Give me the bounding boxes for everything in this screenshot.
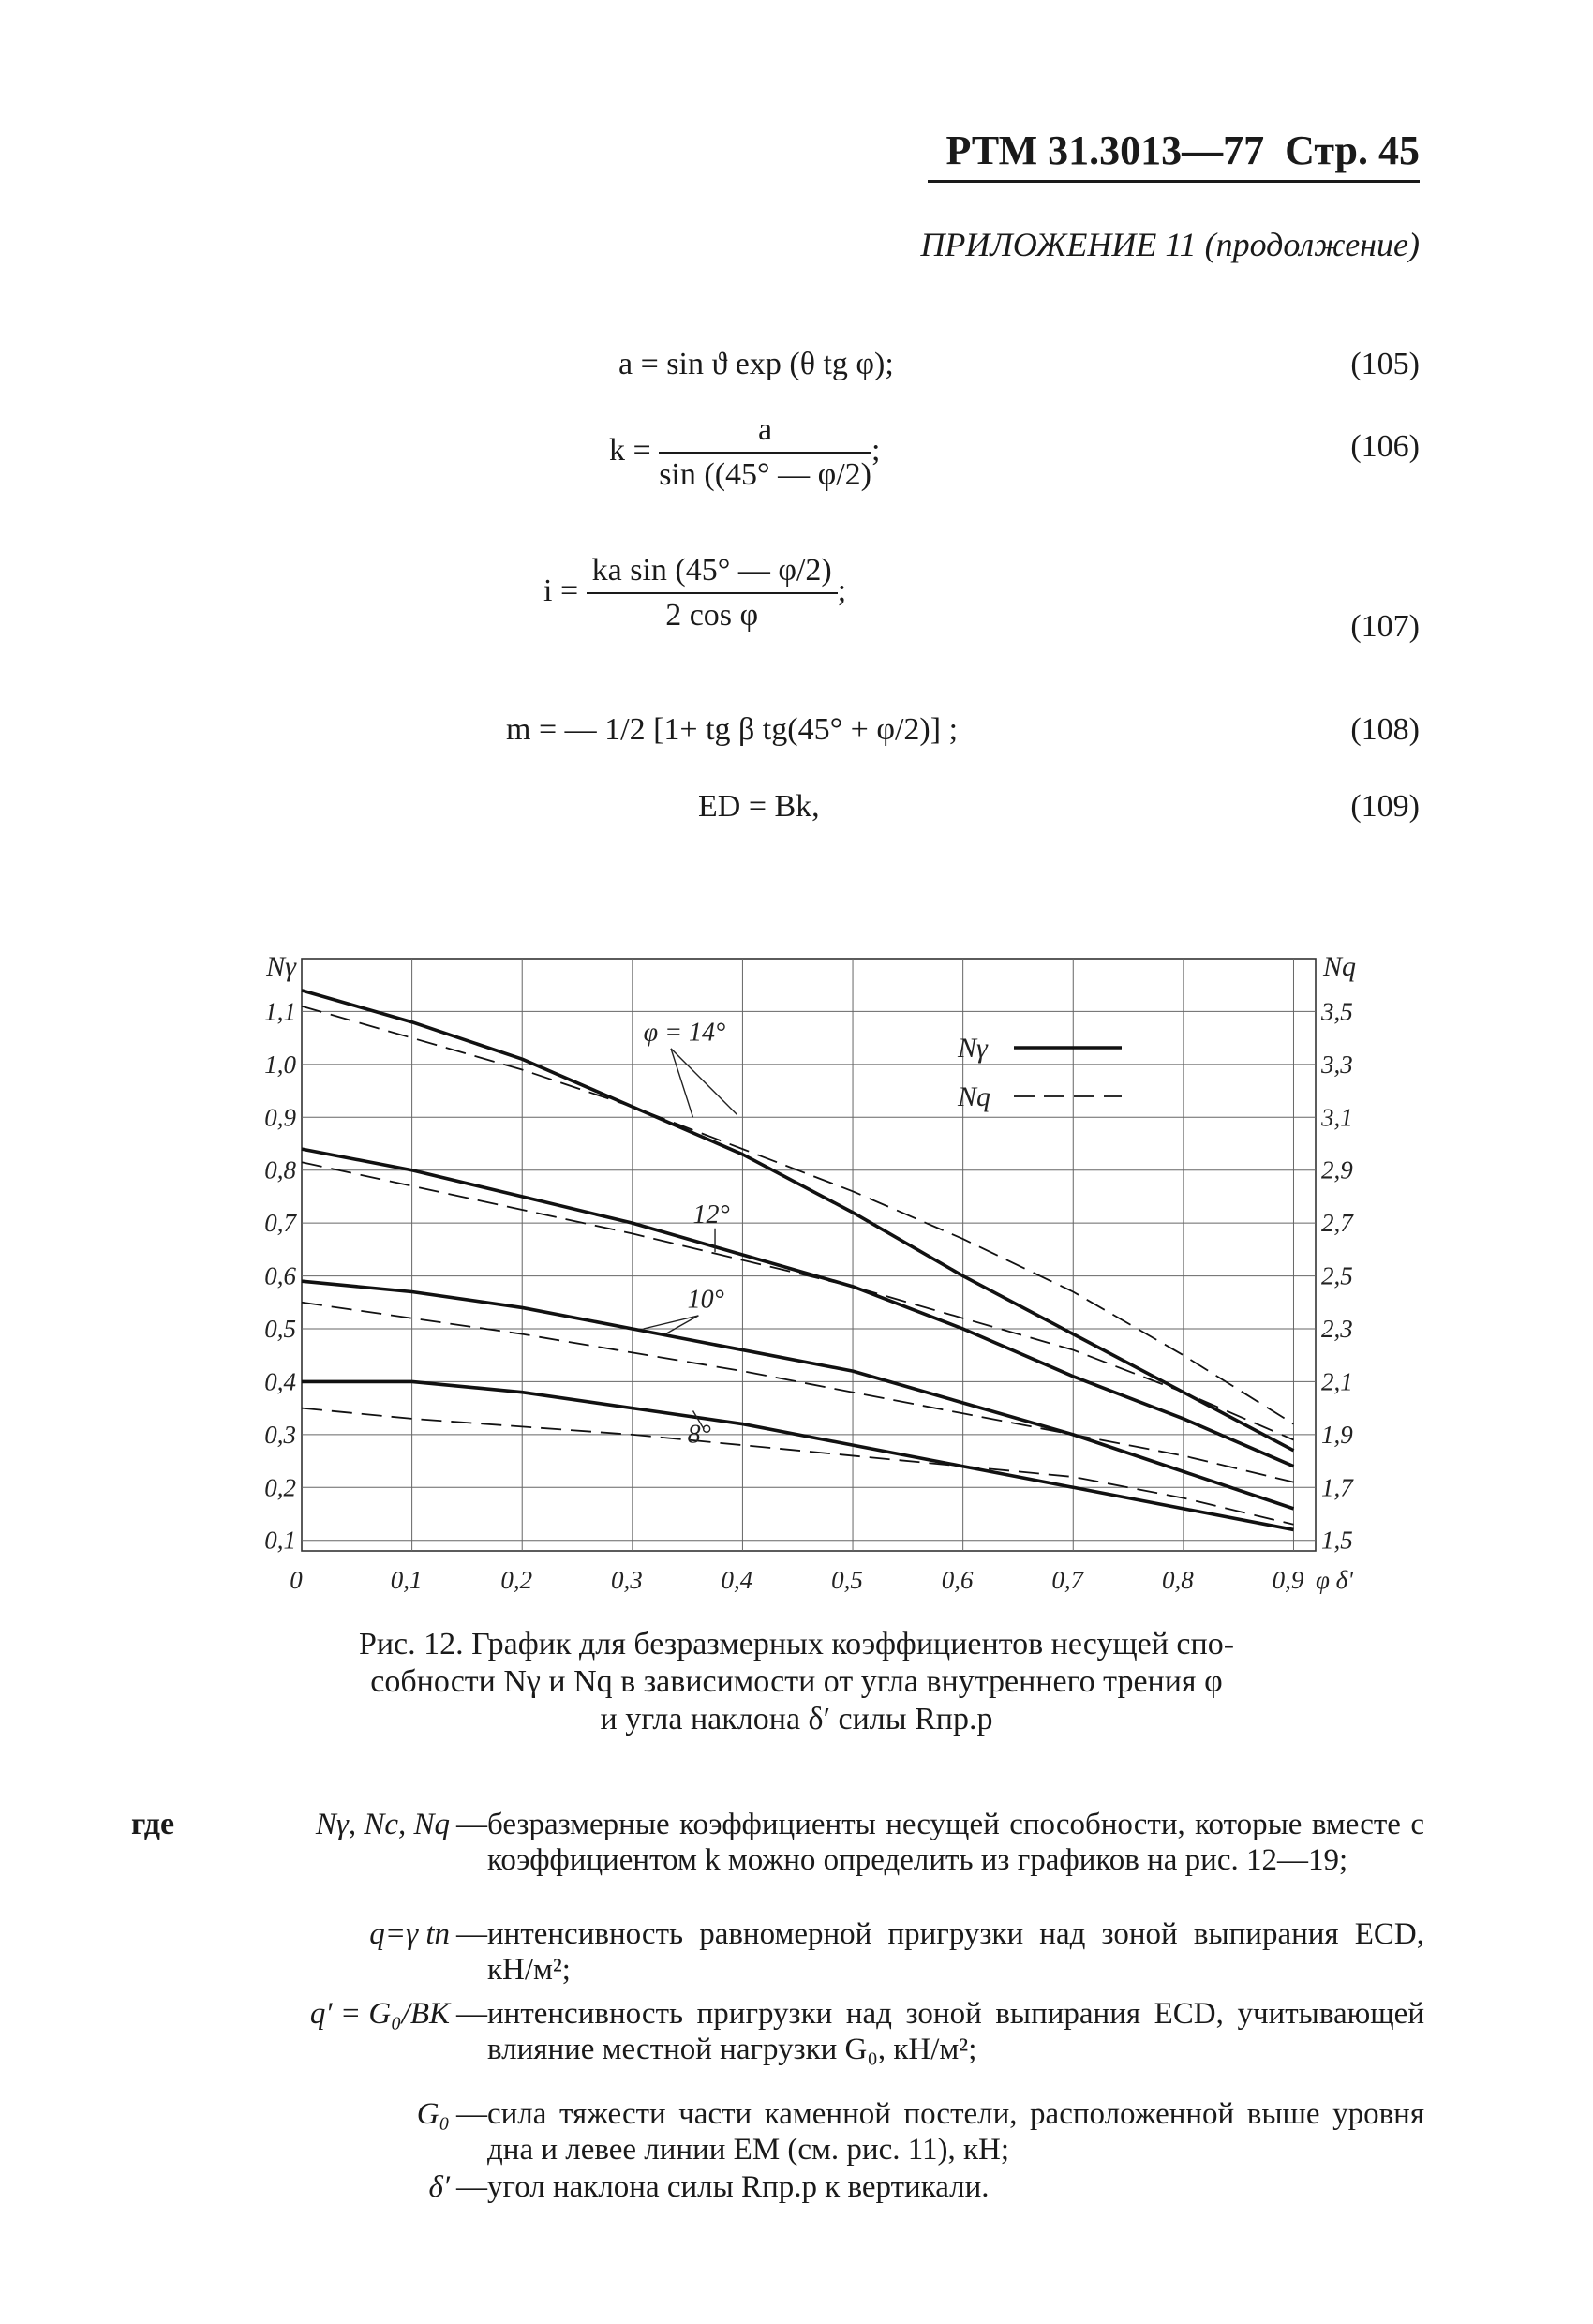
equation-number-108: (108) <box>1350 712 1420 747</box>
left-tick-label: 1,1 <box>264 997 296 1026</box>
right-axis-label: Nq <box>1323 951 1357 982</box>
equation-106-fraction <box>659 412 871 493</box>
page-number: Стр. 45 <box>1285 127 1420 173</box>
equation-107 <box>543 553 846 633</box>
definition-symbol: Nγ, Nc, Nq <box>315 1808 450 1841</box>
equation-number-106: (106) <box>1350 429 1420 464</box>
curve-label-leader <box>644 1316 699 1329</box>
left-tick-label: 0,1 <box>264 1526 296 1555</box>
ngamma-series-line <box>302 1149 1293 1467</box>
definition-text: интенсивность пригрузки над зоной выпирания ECD, учитывающей влияние местной нагрузки G₀, кН/м²; <box>487 1997 1424 2066</box>
right-tick-label: 3,5 <box>1321 997 1353 1026</box>
x-tick-label: 0,5 <box>831 1566 863 1594</box>
x-tick-label: 0,4 <box>721 1566 753 1594</box>
equation-107-fraction <box>587 553 838 633</box>
left-tick-label: 0,8 <box>264 1155 296 1184</box>
left-tick-label: 0,5 <box>264 1315 296 1343</box>
x-tick-label: 0,2 <box>500 1566 533 1594</box>
definition-text: сила тяжести части каменной постели, расположенной выше уровня дна и левее линии EM (см. рис. 11), кН; <box>487 2097 1424 2167</box>
document-id: РТМ 31.3013—77 <box>945 127 1265 173</box>
curve-label: 10° <box>687 1285 724 1315</box>
x-tick-label: 0,8 <box>1161 1566 1194 1594</box>
equation-109: ED = Bk, <box>698 789 820 824</box>
nq-series-line <box>302 1162 1293 1439</box>
definition-text: интенсивность равномерной пригрузки над зоной выпирания ECD, кН/м²; <box>487 1917 1424 1987</box>
right-tick-label: 1,5 <box>1321 1526 1353 1555</box>
left-tick-label: 0,6 <box>264 1261 296 1290</box>
left-tick-label: 0,3 <box>264 1420 296 1449</box>
right-tick-label: 2,7 <box>1321 1209 1353 1238</box>
equation-107-denominator: 2 cos φ <box>665 598 759 633</box>
equation-106-tail: ; <box>871 432 881 468</box>
left-tick-label: 0,4 <box>264 1367 296 1396</box>
right-tick-label: 1,7 <box>1321 1473 1353 1502</box>
header-rule <box>928 180 1420 183</box>
legend-label-nq: Nq <box>958 1081 991 1112</box>
equation-107-lhs: i = <box>543 573 579 608</box>
right-tick-label: 1,9 <box>1321 1420 1353 1449</box>
equation-number-109: (109) <box>1350 789 1420 824</box>
definition-dash: — <box>456 2097 487 2131</box>
definition-text: безразмерные коэффициенты несущей способности, которые вместе с коэффициентом k можно определить из графиков на рис. 12—19; <box>487 1808 1424 1877</box>
x-tick-label: 0,7 <box>1051 1566 1084 1594</box>
equation-106-lhs: k = <box>609 432 651 468</box>
figure-caption <box>281 1626 1312 1738</box>
left-tick-label: 0,2 <box>264 1473 296 1502</box>
caption-line-1: Рис. 12. График для безразмерных коэффициентов несущей спо- <box>358 1627 1235 1661</box>
equation-106-denominator: sin ((45° — φ/2) <box>659 457 871 492</box>
x-tick-label: 0,6 <box>941 1566 974 1594</box>
right-tick-label: 2,1 <box>1321 1367 1353 1396</box>
x-tick-label: 0,9 <box>1272 1566 1304 1594</box>
definition-dash: — <box>456 1808 487 1841</box>
ngamma-series-line <box>302 1281 1293 1509</box>
curve-label-leader <box>665 1316 698 1334</box>
definition-symbol: G₀ <box>416 2097 450 2131</box>
definition-text: угол наклона силы Rпр.р к вертикали. <box>487 2170 990 2204</box>
x-axis-label: φ δ' <box>1315 1566 1354 1594</box>
nq-series-line <box>302 1303 1293 1482</box>
definition-symbol: q′ = G₀/BK <box>309 1997 450 2031</box>
equation-number-107: (107) <box>1350 609 1420 644</box>
right-tick-label: 3,3 <box>1321 1050 1353 1079</box>
right-tick-label: 3,1 <box>1321 1103 1353 1132</box>
equation-106-numerator: a <box>659 412 871 454</box>
running-header <box>928 127 1420 174</box>
left-tick-label: 0,9 <box>264 1103 296 1132</box>
definition-dash: — <box>456 1997 487 2031</box>
caption-line-2: собности Nγ и Nq в зависимости от угла внутреннего трения φ <box>370 1664 1223 1699</box>
equation-105: a = sin ϑ exp (θ tg φ); <box>618 347 894 381</box>
nq-series-line <box>302 1408 1293 1525</box>
left-tick-label: 1,0 <box>264 1050 296 1079</box>
definitions-lead: где <box>131 1807 175 1841</box>
left-axis-label: Nγ <box>266 951 296 982</box>
definition-dash: — <box>456 2170 487 2204</box>
x-tick-label: 0 <box>290 1566 303 1594</box>
x-tick-label: 0,1 <box>390 1566 423 1594</box>
equation-107-tail: ; <box>837 573 847 608</box>
curve-label: φ = 14° <box>643 1018 726 1048</box>
equation-106 <box>609 412 880 493</box>
caption-line-3: и угла наклона δ′ силы Rпр.р <box>600 1702 993 1736</box>
legend-label-ngamma: Nγ <box>958 1033 988 1064</box>
figure-12-chart <box>264 942 1406 1616</box>
definition-symbol: q=γ tп <box>369 1917 450 1951</box>
appendix-label: ПРИЛОЖЕНИЕ 11 (продолжение) <box>920 226 1420 263</box>
left-tick-label: 0,7 <box>264 1209 296 1238</box>
curve-label: 12° <box>692 1200 730 1230</box>
definition-dash: — <box>456 1917 487 1951</box>
right-tick-label: 2,5 <box>1321 1261 1353 1290</box>
right-tick-label: 2,9 <box>1321 1155 1353 1184</box>
equation-107-numerator: ka sin (45° — φ/2) <box>587 553 838 594</box>
plot-frame <box>302 959 1316 1551</box>
right-tick-label: 2,3 <box>1321 1315 1353 1343</box>
equation-number-105: (105) <box>1350 347 1420 381</box>
curve-label: 8° <box>687 1420 711 1450</box>
definition-symbol: δ′ <box>428 2170 450 2204</box>
equation-108: m = — 1/2 [1+ tg β tg(45° + φ/2)] ; <box>506 712 959 747</box>
x-tick-label: 0,3 <box>610 1566 643 1594</box>
